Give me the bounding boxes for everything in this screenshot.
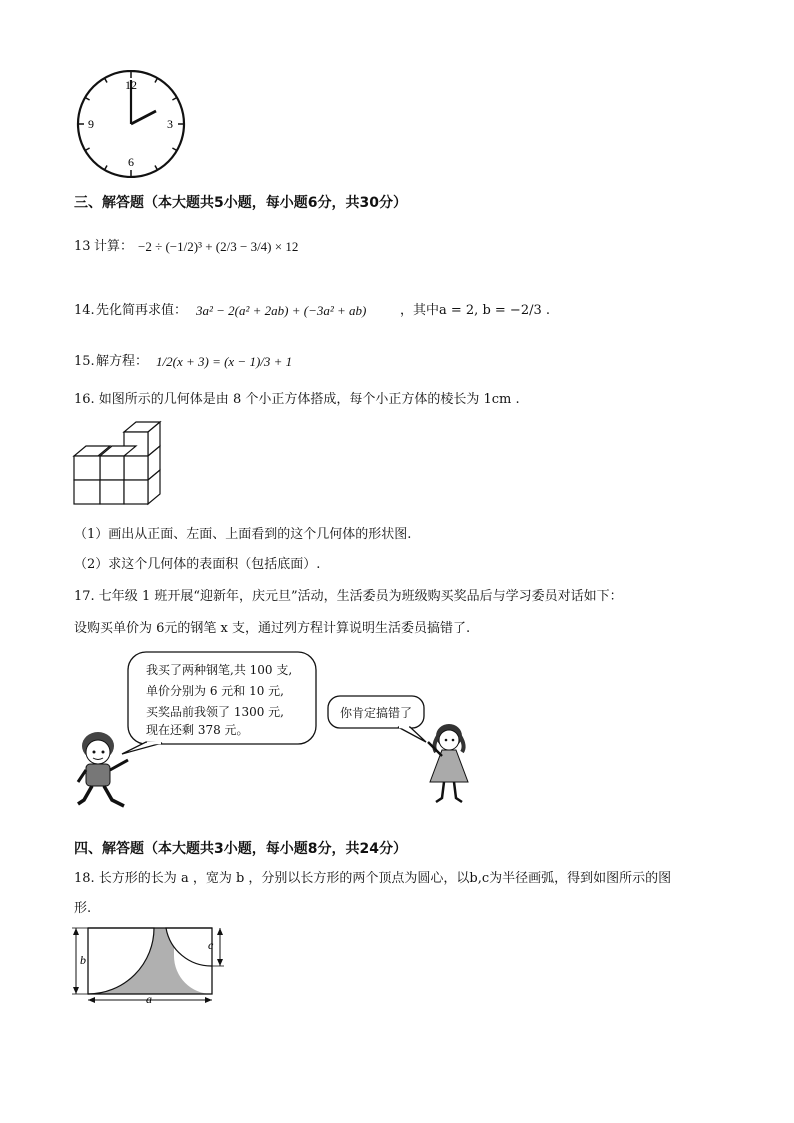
q17-line1: 17. 七年级 1 班开展“迎新年，庆元旦”活动，生活委员为班级购买奖品后与学习委员对话如下：	[74, 589, 623, 604]
q14-expression: 3a² − 2(a² + 2ab) + (−3a² + ab)	[196, 303, 367, 318]
q16-text: 16. 如图所示的几何体是由 8 个小正方体搭成，每个小正方体的棱长为 1cm .	[74, 392, 520, 407]
q14-number: 14.	[74, 303, 95, 318]
clock-label-9: 9	[88, 117, 94, 131]
bubble-left-line1: 我买了两种钢笔,共 100 支,	[146, 663, 293, 677]
bubble-right-text: 你肯定搞错了	[340, 706, 413, 720]
clock-label-6: 6	[128, 155, 134, 169]
q14-label: 先化简再求值：	[96, 303, 188, 318]
cube-stack-figure	[72, 420, 164, 512]
q15-label: 解方程：	[96, 354, 149, 369]
label-a: a	[146, 992, 152, 1004]
q18-line2: 形.	[74, 901, 92, 916]
q17-line2: 设购买单价为 6元的钢笔 x 支，通过列方程计算说明生活委员搞错了.	[74, 621, 471, 636]
hour-hand	[131, 111, 156, 124]
q18-line1: 18. 长方形的长为 a ，宽为 b ，分别以长方形的两个顶点为圆心，以b,c为半径画弧，得到如图所示的图	[74, 871, 672, 886]
section-4-title: 四、解答题（本大题共3小题，每小题8分，共24分）	[74, 841, 407, 857]
girl-figure	[428, 724, 468, 802]
clock-figure	[74, 70, 188, 178]
rectangle-arcs-figure	[68, 922, 228, 1004]
section-3-title: 三、解答题（本大题共5小题，每小题6分，共30分）	[74, 195, 407, 211]
bubble-left-line4: 现在还剩 378 元。	[146, 723, 249, 737]
clock-label-3: 3	[167, 117, 173, 131]
boy-figure	[78, 732, 128, 806]
clock-label-12: 12	[125, 78, 137, 92]
q16-part2: （2）求这个几何体的表面积（包括底面）.	[74, 557, 321, 572]
bubble-left-line3: 买奖品前我领了 1300 元,	[146, 705, 284, 719]
q13-label: 计算：	[94, 239, 134, 254]
q13-number: 13	[74, 239, 91, 254]
label-c: c	[208, 938, 214, 952]
q15-number: 15.	[74, 354, 95, 369]
q13-expression: −2 ÷ (−1/2)³ + (2/3 − 3/4) × 12	[138, 239, 299, 254]
label-b: b	[80, 953, 86, 967]
q15-expression: 1/2(x + 3) = (x − 1)/3 + 1	[156, 354, 293, 369]
q14-condition: ，其中a = 2, b = −2/3 .	[400, 303, 551, 318]
q16-part1: （1）画出从正面、左面、上面看到的这个几何体的形状图.	[74, 527, 412, 542]
bubble-left-line2: 单价分别为 6 元和 10 元,	[146, 684, 284, 698]
